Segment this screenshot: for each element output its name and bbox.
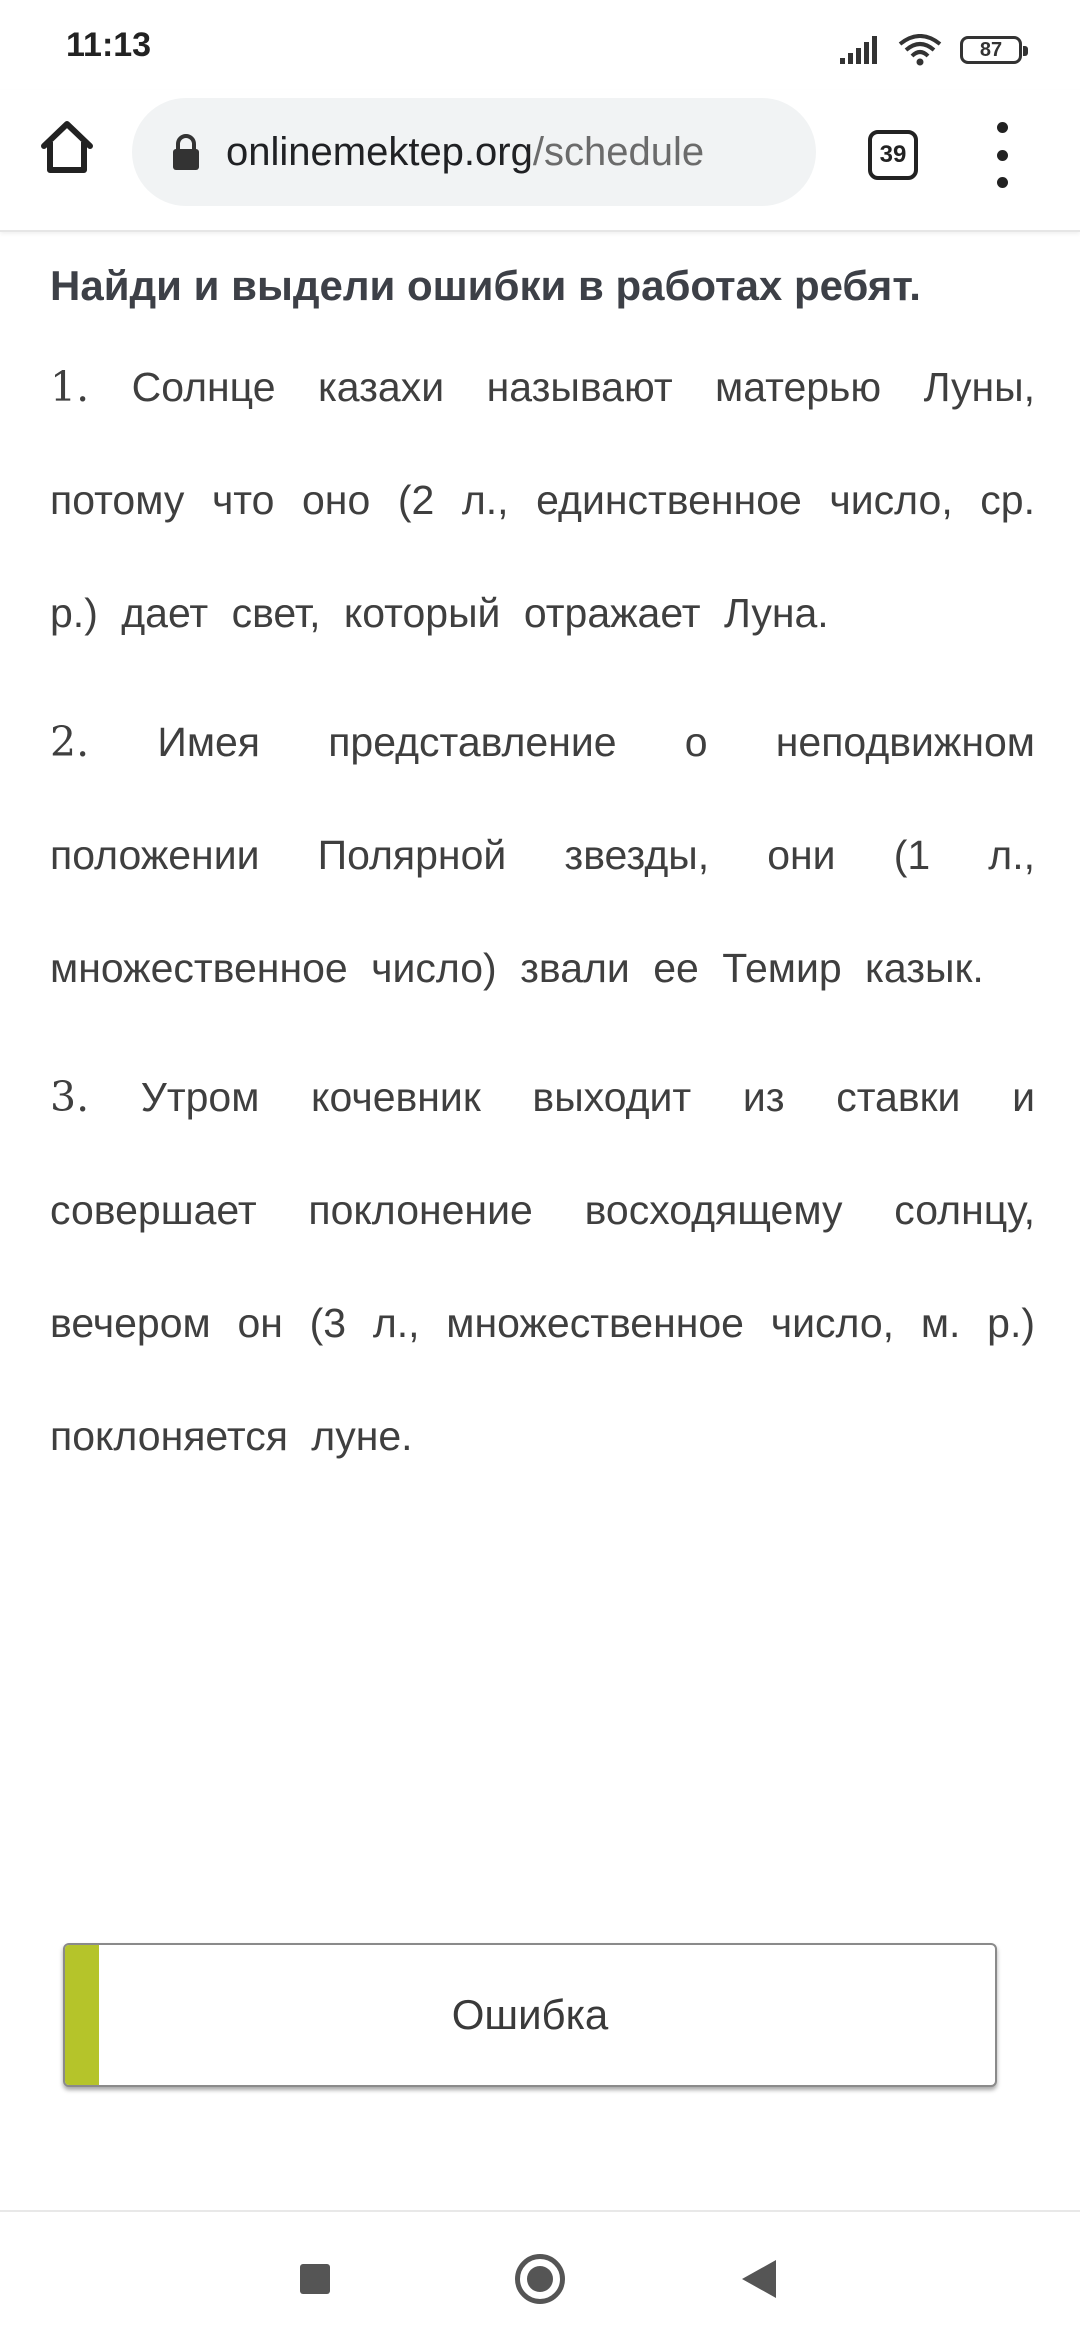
wifi-icon	[898, 34, 942, 66]
signal-icon	[840, 36, 880, 64]
back-icon[interactable]	[742, 2260, 776, 2298]
error-button-accent	[65, 1945, 99, 2085]
task-item-1[interactable]	[50, 331, 1035, 670]
url-domain: onlinemektep.org	[226, 129, 533, 174]
task-number: 2.	[50, 718, 90, 766]
system-nav-bar	[0, 2210, 1080, 2342]
task-heading: Найди и выдели ошибки в работах ребят.	[50, 262, 921, 309]
task-text: Утром кочевник выходит из ставки и совершает поклонение восходящему солнцу, вечером он (3 л., множественное число, м. р.) поклоняется луне.	[50, 1074, 1035, 1459]
status-time: 11:13	[66, 26, 152, 64]
task-text: Солнце казахи называют матерью Луны, потому что оно (2 л., единственное число, ср. р.) дает свет, который отражает Луна.	[50, 364, 1035, 636]
address-bar[interactable]	[132, 98, 816, 206]
home-icon[interactable]	[36, 116, 98, 178]
battery-indicator: 87	[960, 36, 1022, 64]
nav-home-icon[interactable]	[515, 2254, 565, 2304]
task-number: 1.	[50, 363, 90, 411]
url-text[interactable]	[226, 130, 704, 175]
task-item-2[interactable]	[50, 686, 1035, 1025]
status-bar	[0, 0, 1080, 90]
task-text: Имея представление о неподвижном положении Полярной звезды, они (1 л., множественное число) звали ее Темир казык.	[50, 719, 1035, 991]
task-number: 3.	[50, 1073, 90, 1121]
more-vert-icon[interactable]	[990, 122, 1014, 188]
status-icons	[840, 30, 1022, 70]
error-button[interactable]	[63, 1943, 997, 2087]
task-item-3[interactable]	[50, 1041, 1035, 1493]
browser-toolbar	[0, 90, 1080, 232]
task-content	[50, 255, 1035, 1509]
url-path: /schedule	[532, 129, 705, 174]
error-button-label: Ошибка	[451, 1991, 609, 2038]
lock-icon	[172, 132, 200, 172]
tab-switcher-button[interactable]: 39	[868, 130, 918, 180]
recents-icon[interactable]	[300, 2264, 330, 2294]
